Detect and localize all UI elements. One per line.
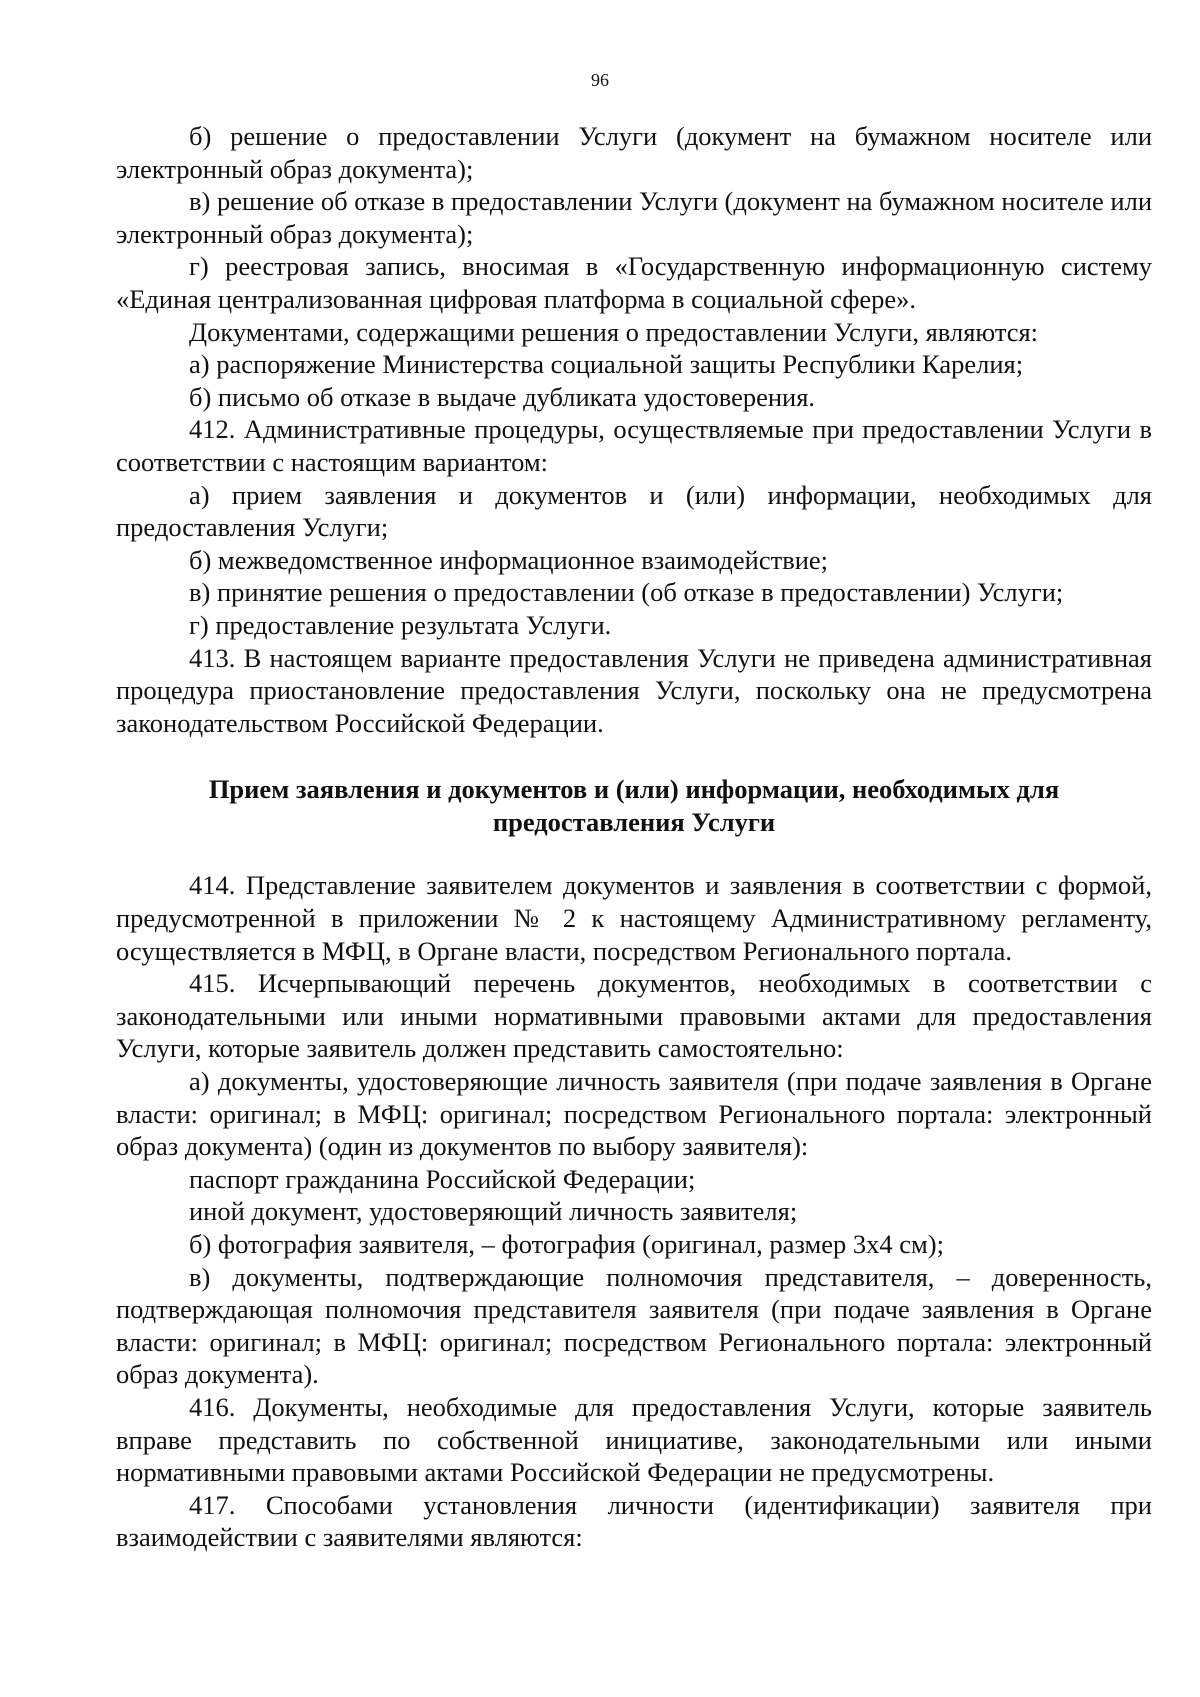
paragraph: 412. Административные процедуры, осуществляемые при предоставлении Услуги в соответствии с настоящим вариантом: [116,414,1152,477]
paragraph: а) прием заявления и документов и (или) информации, необходимых для предоставления Услуги; [116,479,1152,543]
paragraph: в) документы, подтверждающие полномочия представителя, – доверенность, подтверждающая полномочия представителя заявителя (при подаче заявления в Органе власти: оригинал; в МФЦ: оригинал; посредством Регионального портала: электронный образ документа). [116,1261,1152,1390]
paragraph: в) принятие решения о предоставлении (об отказе в предоставлении) Услуги; [189,577,1064,608]
paragraph: б) решение о предоставлении Услуги (документ на бумажном носителе или электронный образ документа); [116,121,1152,184]
paragraph: 415. Исчерпывающий перечень документов, необходимых в соответствии с законодательными или иными нормативными правовыми актами для предоставления Услуги, которые заявитель должен представить самостоятельно: [116,968,1152,1064]
paragraph: в) решение об отказе в предоставлении Услуги (документ на бумажном носителе или электронный образ документа); [116,186,1152,249]
paragraph: а) распоряжение Министерства социальной защиты Республики Карелия; [189,349,1024,380]
section-heading-line: предоставления Услуги [492,806,776,837]
paragraph: 416. Документы, необходимые для предоставления Услуги, которые заявитель вправе представить по собственной инициативе, законодательными или иными нормативными правовыми актами Российской Федерации не предусмотрены. [116,1391,1152,1488]
paragraph: а) документы, удостоверяющие личность заявителя (при подаче заявления в Органе власти: оригинал; в МФЦ: оригинал; посредством Регионального портала: электронный образ документа) (один из документов по выбору заявителя): [116,1066,1152,1162]
page-number: 96 [591,70,609,90]
document-body [116,120,1152,1554]
paragraph: г) реестровая запись, вносимая в «Государственную информационную систему «Единая централизованная цифровая платформа в социальной сфере». [116,251,1152,314]
paragraph: б) письмо об отказе в выдаче дубликата удостоверения. [189,381,816,412]
paragraph: б) фотография заявителя, – фотография (оригинал, размер 3х4 см); [189,1229,944,1259]
paragraph: 413. В настоящем варианте предоставления Услуги не приведена административная процедура приостановление предоставления Услуги, поскольку она не предусмотрена законодательством Российской Федерации. [116,642,1152,738]
paragraph: иной документ, удостоверяющий личность заявителя; [189,1196,798,1227]
section-heading [116,773,1152,838]
section-heading-line: Прием заявления и документов и (или) информации, необходимых для [208,774,1060,805]
paragraph: г) предоставление результата Услуги. [189,609,612,640]
paragraph: 417. Способами установления личности (идентификации) заявителя при взаимодействии с заявителями являются: [116,1489,1152,1553]
paragraph: Документами, содержащими решения о предоставлении Услуги, являются: [189,316,1039,347]
paragraph: паспорт гражданина Российской Федерации; [189,1163,696,1194]
paragraph: 414. Представление заявителем документов и заявления в соответствии с формой, предусмотренной в приложении № 2 к настоящему Административному регламенту, осуществляется в МФЦ, в Органе власти, посредством Регионального портала. [116,870,1152,966]
paragraph: б) межведомственное информационное взаимодействие; [189,544,829,575]
